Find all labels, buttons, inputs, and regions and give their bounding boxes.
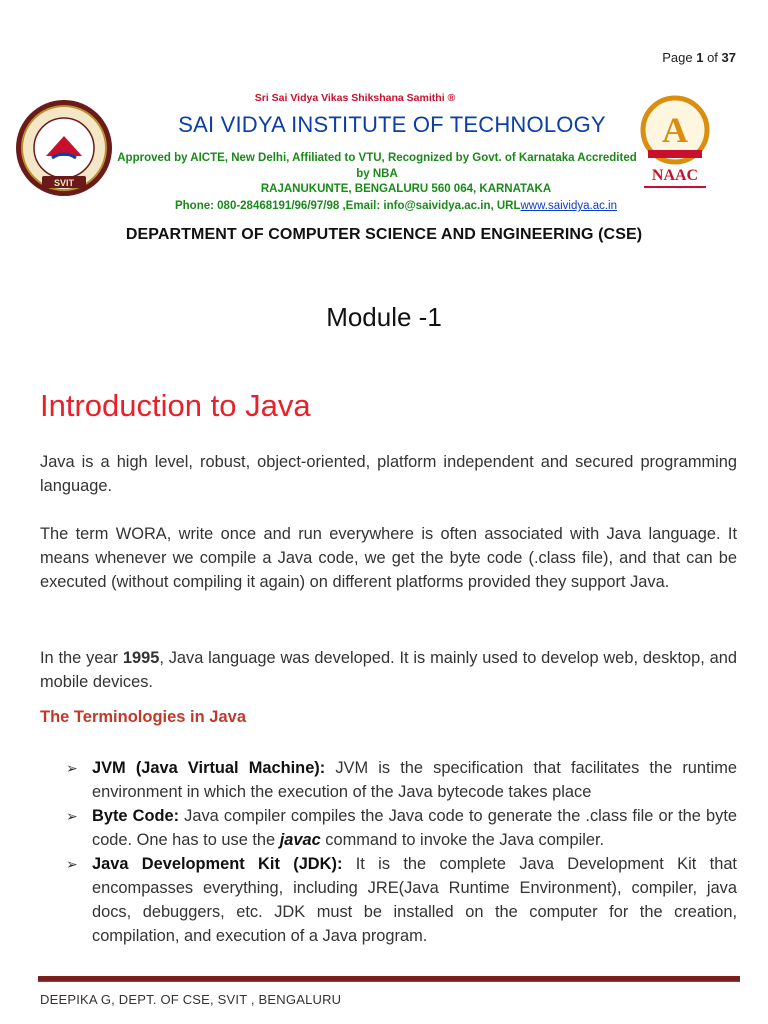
section-heading: Introduction to Java <box>40 388 311 423</box>
contact-text: Phone: 080-28468191/96/97/98 ,Email: info@saividya.ac.in, URL <box>174 200 521 212</box>
term-label: JVM (Java Virtual Machine): <box>92 759 326 777</box>
approval-line-2: by NBA <box>356 168 398 180</box>
footer-divider <box>38 976 740 982</box>
module-title: Module -1 <box>326 302 442 332</box>
website-link[interactable]: www.saividya.ac.in <box>520 200 618 212</box>
arrow-bullet-icon: ➢ <box>66 856 78 872</box>
term-description: It is the complete Java Development Kit that encompasses everything, including JRE(Java Runtime Environment), compiler, java docs, debuggers, etc. JDK must be installed on the computer for the creation, compilation, and execution of a Java program. <box>92 855 737 945</box>
term-description: JVM is the specification that facilitates the runtime environment in which the execution of the Java bytecode takes place <box>92 759 737 801</box>
list-item-jvm <box>64 756 737 804</box>
approval-line-1: Approved by AICTE, New Delhi, Affiliated to VTU, Recognized by Govt. of Karnataka Accredited <box>117 152 637 164</box>
javac-command: javac <box>279 831 321 849</box>
samithi-name: Sri Sai Vidya Vikas Shikshana Samithi ® <box>254 92 456 104</box>
arrow-bullet-icon: ➢ <box>66 760 78 776</box>
approval-text <box>0 150 754 182</box>
footer-author: DEEPIKA G, DEPT. OF CSE, SVIT , BENGALURU <box>40 992 342 1007</box>
list-item-jdk <box>64 852 737 948</box>
department-title: DEPARTMENT OF COMPUTER SCIENCE AND ENGINEERING (CSE) <box>125 226 643 243</box>
paragraph-wora: The term WORA, write once and run everywhere is often associated with Java language. It means whenever we compile a Java code, we get the byte code (.class file), and that can be executed (without compiling it again) on different platforms provided they support Java. <box>40 525 737 591</box>
page-number: Page 1 of 37 <box>662 50 736 65</box>
term-description-end: command to invoke the Java compiler. <box>320 831 605 849</box>
arrow-bullet-icon: ➢ <box>66 808 78 824</box>
svg-text:A: A <box>662 110 688 150</box>
term-label: Byte Code: <box>92 807 180 825</box>
terminologies-heading: The Terminologies in Java <box>40 708 247 726</box>
contact-line <box>0 200 768 212</box>
svg-text:NAAC: NAAC <box>651 167 699 184</box>
paragraph-intro: Java is a high level, robust, object-oriented, platform independent and secured programming language. <box>40 453 737 495</box>
institute-name: SAI VIDYA INSTITUTE OF TECHNOLOGY <box>178 112 606 137</box>
term-label: Java Development Kit (JDK): <box>92 855 343 873</box>
year-1995: 1995 <box>122 649 160 667</box>
svg-text:SVIT: SVIT <box>53 178 75 188</box>
term-description: Java compiler compiles the Java code to generate the .class file or the byte code. One has to use the <box>92 807 737 849</box>
terminology-list <box>64 756 737 948</box>
list-item-bytecode <box>64 804 737 852</box>
address: RAJANUKUNTE, BENGALURU 560 064, KARNATAKA <box>260 183 552 195</box>
paragraph-history: In the year 1995, Java language was developed. It is mainly used to develop web, desktop, and mobile devices. <box>40 649 737 691</box>
